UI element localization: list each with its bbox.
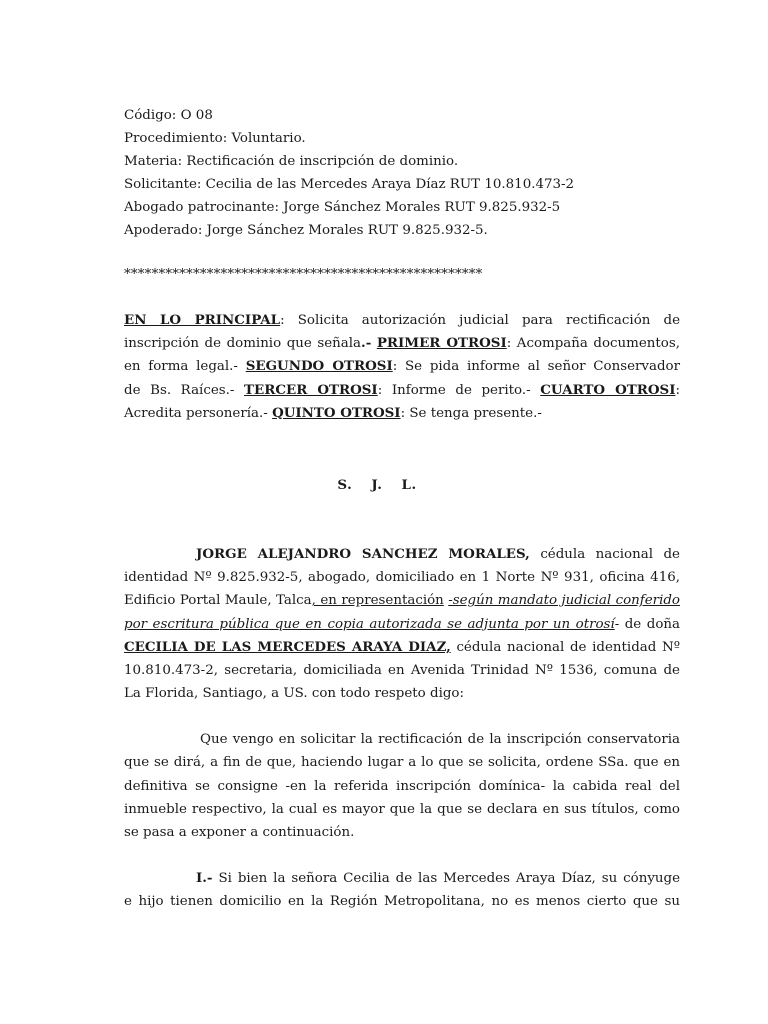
asterisk-separator: **************************************************** [124, 267, 483, 282]
abogado-line: Abogado patrocinante: Jorge Sánchez Morales RUT 9.825.932-5 [124, 200, 561, 215]
petition-summary [124, 309, 680, 425]
addressee: S. J. L. [337, 476, 417, 493]
client-name: CECILIA DE LAS MERCEDES ARAYA DIAZ, [124, 638, 451, 655]
codigo-line: Código: O 08 [124, 108, 213, 123]
opening-paragraph [124, 543, 680, 705]
para2-line-5: se pasa a exponer a continuación. [124, 825, 355, 840]
numeral-one-paragraph [124, 867, 680, 913]
tercer-otrosi-label: TERCER OTROSI [244, 381, 378, 398]
primer-otrosi-label: PRIMER OTROSI [376, 335, 507, 352]
quinto-otrosi-label: QUINTO OTROSI [272, 404, 401, 421]
summary-line-2: inscripción de dominio que señala.- PRIMER OTROSI: Acompaña documentos, [124, 335, 680, 352]
en-lo-principal-label: EN LO PRINCIPAL [124, 312, 281, 328]
para2-line-1: Que vengo en solicitar la rectificación de la inscripción conservatoria [200, 732, 680, 748]
numeral-i: I.- [196, 870, 213, 887]
para1-line-6: 10.810.473-2, secretaria, domiciliada en Avenida Trinidad Nº 1536, comuna de [124, 662, 680, 678]
para2-line-3: definitiva se consigne -en la referida inscripción domínica- la cabida real del [124, 778, 680, 794]
segundo-otrosi-label: SEGUNDO OTROSI [245, 358, 393, 375]
para3-line-1: I.- Si bien la señora Cecilia de las Mercedes Araya Díaz, su cónyuge [196, 870, 681, 887]
para1-line-3: Edificio Portal Maule, Talca, en representación -según mandato judicial conferido [124, 593, 680, 609]
apoderado-line: Apoderado: Jorge Sánchez Morales RUT 9.825.932-5. [124, 223, 488, 238]
para1-line-4: por escritura pública que en copia autorizada se adjunta por un otrosí- de doña [124, 616, 680, 632]
document-page [124, 104, 680, 914]
para2-line-4: inmueble respectivo, la cual es mayor que la que se declara en sus títulos, como [124, 801, 680, 817]
para1-line-5: CECILIA DE LAS MERCEDES ARAYA DIAZ, cédula nacional de identidad Nº [124, 638, 680, 655]
procedimiento-line: Procedimiento: Voluntario. [124, 131, 306, 146]
para1-line-2: identidad Nº 9.825.932-5, abogado, domiciliado en 1 Norte Nº 931, oficina 416, [124, 570, 680, 586]
cuarto-otrosi-label: CUARTO OTROSI [540, 381, 676, 398]
summary-line-3: en forma legal.- SEGUNDO OTROSI: Se pida informe al señor Conservador [124, 358, 680, 375]
solicitante-line: Solicitante: Cecilia de las Mercedes Araya Díaz RUT 10.810.473-2 [124, 177, 575, 192]
summary-line-5: Acredita personería.- QUINTO OTROSI: Se tenga presente.- [124, 404, 542, 421]
para1-line-7: La Florida, Santiago, a US. con todo respeto digo: [124, 686, 464, 702]
para3-line-2: e hijo tienen domicilio en la Región Metropolitana, no es menos cierto que su [124, 894, 680, 910]
summary-line-1: EN LO PRINCIPAL: Solicita autorización judicial para rectificación de [124, 312, 681, 328]
para1-line-1: JORGE ALEJANDRO SANCHEZ MORALES, cédula nacional de [196, 545, 680, 562]
materia-line: Materia: Rectificación de inscripción de dominio. [124, 154, 459, 169]
attorney-name: JORGE ALEJANDRO SANCHEZ MORALES, [196, 545, 530, 562]
para2-line-2: que se dirá, a fin de que, haciendo lugar a lo que se solicita, ordene SSa. que en [124, 755, 680, 771]
case-header [124, 104, 680, 242]
summary-line-4: de Bs. Raíces.- TERCER OTROSI: Informe de perito.- CUARTO OTROSI: [124, 381, 680, 398]
request-paragraph [124, 728, 680, 844]
